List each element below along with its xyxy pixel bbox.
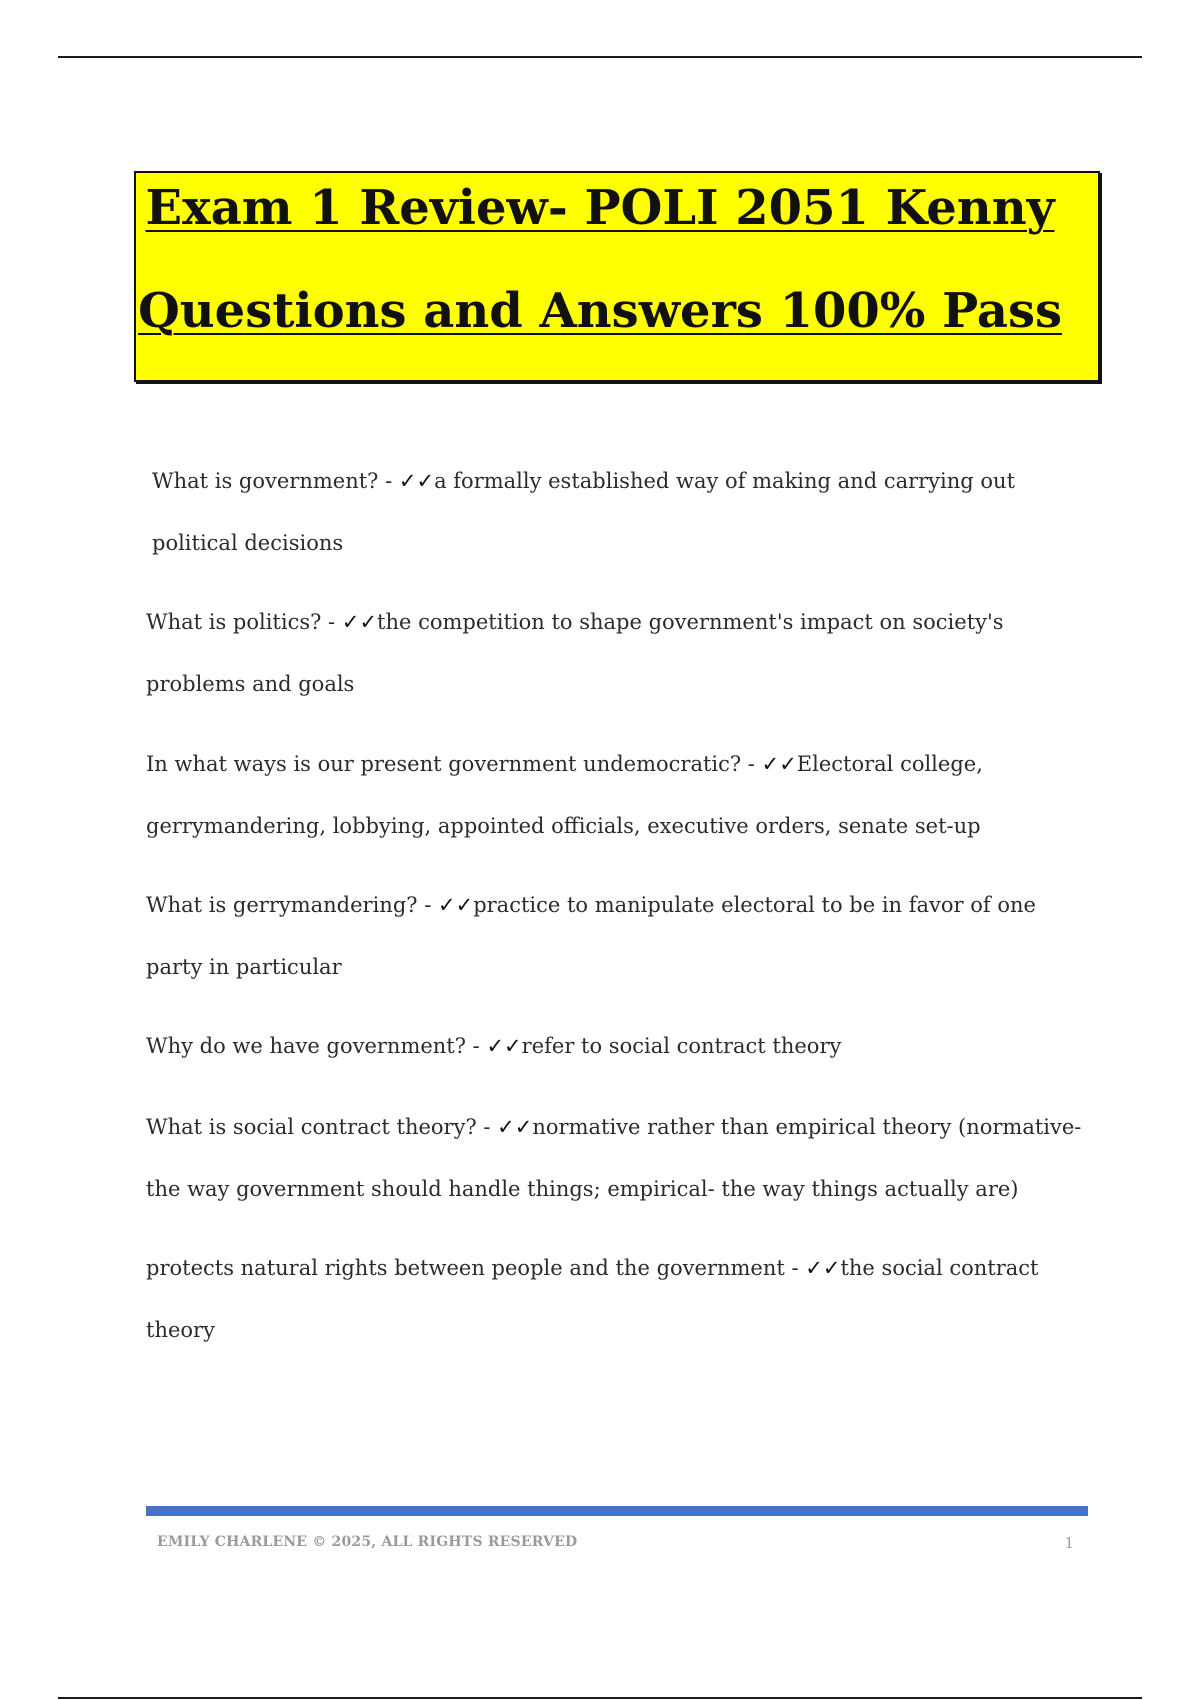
question-text: In what ways is our present government undemocratic? - (146, 752, 762, 776)
double-checkmark-icon: ✓✓ (341, 610, 378, 634)
question-text: What is social contract theory? - (146, 1115, 498, 1139)
page-number: 1 (1064, 1534, 1074, 1552)
question-text: Why do we have government? - (146, 1034, 487, 1058)
qa-item (146, 1015, 1091, 1077)
question-text: What is gerrymandering? - (146, 893, 438, 917)
document-title-line-1: Exam 1 Review- POLI 2051 Kenny (145, 180, 1055, 236)
answer-text: practice to manipulate electoral to be in favor of one party in particular (146, 893, 1036, 979)
qa-item (146, 1096, 1091, 1220)
footer-bar (146, 1506, 1088, 1516)
answer-text: the social contract theory (146, 1256, 1039, 1342)
double-checkmark-icon: ✓✓ (761, 752, 797, 776)
answer-text: refer to social contract theory (521, 1034, 842, 1058)
footer-copyright: EMILY CHARLENE © 2025, ALL RIGHTS RESERVED (157, 1534, 578, 1550)
double-checkmark-icon: ✓✓ (497, 1115, 533, 1139)
double-checkmark-icon: ✓✓ (486, 1034, 522, 1058)
question-text: protects natural rights between people and the government - (146, 1256, 806, 1280)
question-text: What is politics? - (146, 610, 342, 634)
qa-item (146, 733, 1091, 857)
double-checkmark-icon: ✓✓ (398, 469, 435, 493)
qa-item (152, 450, 1091, 574)
top-rule (58, 56, 1142, 58)
bottom-rule (58, 1697, 1142, 1699)
answer-text: normative rather than empirical theory (normative- the way government should handle things; empirical- the way things actually are) (146, 1115, 1082, 1201)
answer-text: the competition to shape government's impact on society's problems and goals (146, 610, 1004, 696)
answer-text: Electoral college, gerrymandering, lobbying, appointed officials, executive orders, senate set-up (146, 752, 983, 838)
qa-item (146, 874, 1091, 998)
document-title-line-2: Questions and Answers 100% Pass (137, 283, 1063, 339)
double-checkmark-icon: ✓✓ (805, 1256, 841, 1280)
qa-item (146, 1237, 1091, 1361)
double-checkmark-icon: ✓✓ (437, 893, 474, 917)
question-text: What is government? - (152, 469, 399, 493)
qa-item (146, 591, 1091, 715)
answer-text: a formally established way of making and carrying out political decisions (152, 469, 1016, 555)
